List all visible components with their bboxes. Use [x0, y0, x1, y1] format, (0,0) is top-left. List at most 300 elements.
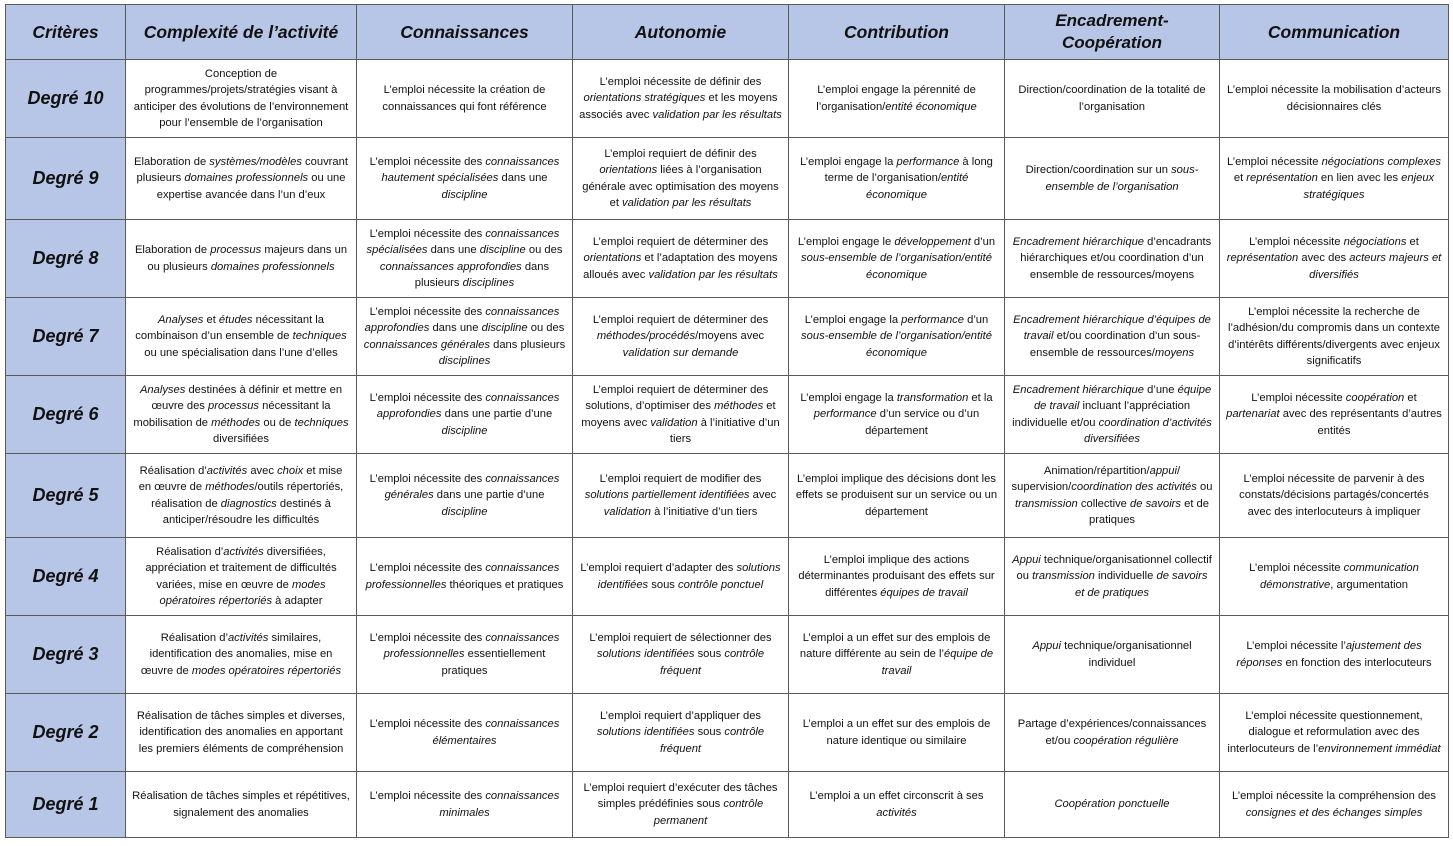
cell-text: activités [227, 631, 269, 644]
cell-text: Réalisation d’ [160, 631, 228, 644]
cell-complexite [126, 60, 357, 138]
cell-connaissances [357, 138, 573, 220]
cell-text: à adapter [272, 594, 323, 607]
cell-text: , argumentation [1330, 578, 1409, 591]
cell-text: L’emploi nécessite des [369, 227, 486, 240]
cell-text: destinées à définir et mettre en œuvre des [151, 383, 343, 413]
cell-text: L’emploi engage la pérennité de l’organisation/ [816, 84, 976, 113]
cell-autonomie [573, 454, 789, 538]
cell-autonomie [573, 298, 789, 376]
cell-text: connaissances générales [384, 472, 560, 502]
cell-text: L’emploi nécessite des [369, 391, 486, 404]
cell-text: d’un [970, 235, 996, 248]
cell-contribution [789, 694, 1005, 772]
cell-text: choix [277, 464, 304, 477]
table-row [6, 298, 1449, 376]
cell-text: L’emploi a un effet sur des emplois de nature différente au sein de l’ [799, 631, 991, 661]
cell-text: L’emploi nécessite [1249, 562, 1344, 575]
cell-text: en fonction des interlocuteurs [1282, 656, 1432, 669]
cell-autonomie [573, 376, 789, 454]
cell-text: entité économique [866, 172, 969, 201]
cell-text: et [1404, 391, 1417, 404]
cell-text: et/ou coordination d’un sous-ensemble de ressources/ [1029, 330, 1201, 359]
cell-connaissances [357, 772, 573, 838]
cell-text: environnement immédiat [1318, 742, 1441, 755]
cell-text: L’emploi nécessite des [369, 790, 486, 803]
cell-text: discipline [479, 244, 526, 257]
cell-text: de savoirs [1130, 497, 1182, 510]
cell-text: contrôle ponctuel [678, 578, 764, 591]
cell-text: avec [749, 489, 777, 502]
cell-text: et l’adaptation des moyens alloués avec [583, 252, 778, 281]
cell-text: couvrant plusieurs [136, 155, 348, 185]
cell-text: Encadrement hiérarchique d’équipes de travail [1013, 313, 1211, 343]
cell-contribution [789, 298, 1005, 376]
cell-communication [1220, 538, 1449, 616]
cell-connaissances [357, 616, 573, 694]
cell-text: Animation/répartition/ [1043, 464, 1150, 477]
cell-connaissances [357, 220, 573, 298]
table-row [6, 538, 1449, 616]
cell-text: méthodes [211, 416, 261, 429]
degree-label: Degré 6 [6, 376, 126, 454]
cell-text: négociations [1343, 235, 1407, 248]
table-row [6, 220, 1449, 298]
cell-communication [1220, 220, 1449, 298]
cell-text: en lien avec les [1317, 172, 1402, 185]
cell-text: L’emploi nécessite questionnement, dialogue et reformulation avec des interlocuteurs de l’ [1227, 709, 1423, 755]
cell-text: diversifiées [213, 432, 269, 445]
cell-text: sous-ensemble de l’organisation/entité économique [801, 252, 992, 281]
cell-text: majeurs dans un ou plusieurs [147, 244, 348, 273]
cell-text: discipline [441, 505, 488, 518]
cell-text: de savoirs et de pratiques [1074, 570, 1208, 599]
cell-text: L’emploi nécessite de parvenir à des constats/décisions partagés/concertés avec des interlocuteurs à impliquer [1239, 472, 1429, 518]
cell-text: L’emploi nécessite la compréhension des [1232, 790, 1436, 803]
cell-text: à l’initiative d’un tiers [650, 505, 758, 518]
cell-text: coopération régulière [1073, 734, 1179, 747]
header-contribution: Contribution [789, 5, 1005, 60]
cell-text: techniques [292, 330, 347, 343]
cell-text: partenariat [1226, 408, 1280, 421]
degree-label: Degré 5 [6, 454, 126, 538]
cell-text: L’emploi requiert d’appliquer des [599, 709, 762, 722]
cell-text: nécessitant la mobilisation de [133, 400, 331, 429]
cell-text: connaissances professionnelles [383, 631, 560, 661]
cell-text: L’emploi requiert de déterminer des solutions, d’optimiser des [585, 383, 769, 413]
cell-text: avec des représentants d’autres entités [1279, 408, 1442, 437]
cell-text: sous [694, 648, 725, 661]
cell-text: à l’initiative d’un tiers [669, 416, 780, 445]
header-criteres: Critères [6, 5, 126, 60]
cell-text: diversifiées, appréciation et traitement de difficultés variées, mise en œuvre de [145, 545, 337, 591]
cell-text: discipline [441, 188, 488, 201]
cell-text: individuelle [1094, 570, 1157, 583]
cell-text: L’emploi nécessite des [369, 305, 486, 318]
cell-text: activités [876, 806, 917, 819]
cell-autonomie [573, 138, 789, 220]
cell-text: L’emploi a un effet sur des emplois de nature identique ou similaire [802, 718, 991, 747]
cell-complexite [126, 376, 357, 454]
cell-text: destinés à anticiper/résoudre les difficultés [162, 497, 331, 526]
cell-text: liées à l’organisation générale avec optimisation des moyens et [582, 164, 779, 209]
cell-encadrement [1005, 60, 1220, 138]
cell-text: sous-ensemble de l’organisation/entité économique [801, 330, 992, 359]
cell-text: dans plusieurs [490, 338, 566, 351]
cell-autonomie [573, 772, 789, 838]
cell-text: dans une partie d’une [433, 489, 545, 502]
cell-text: L’emploi requiert de modifier des [599, 472, 762, 485]
cell-text: L’emploi requiert de déterminer des [592, 313, 769, 326]
cell-text: ajustement des réponses [1236, 640, 1422, 669]
cell-text: d’un service ou d’un département [865, 408, 980, 437]
cell-text: L’emploi engage la [800, 391, 897, 404]
cell-text: méthodes [205, 481, 255, 494]
degree-label: Degré 1 [6, 772, 126, 838]
cell-text: transmission [1014, 497, 1078, 510]
cell-communication [1220, 616, 1449, 694]
cell-text: contrôle fréquent [659, 648, 765, 677]
cell-text: technique/organisationnel collectif ou [1016, 553, 1212, 583]
cell-text: connaissances hautement spécialisées [381, 155, 560, 185]
cell-text: coopération [1345, 391, 1405, 404]
cell-text: incluant l’appréciation individuelle et/ou [1012, 400, 1191, 429]
cell-text: orientations stratégiques [583, 92, 706, 105]
cell-text: Partage d’expériences/connaissances et/ou [1017, 718, 1207, 747]
cell-communication [1220, 376, 1449, 454]
cell-text: entité économique [885, 100, 977, 113]
cell-text: ou une expertise avancée dans l’un d’eux [156, 172, 346, 201]
table-row [6, 772, 1449, 838]
cell-text: discipline [441, 424, 488, 437]
cell-complexite [126, 298, 357, 376]
cell-text: techniques [294, 416, 349, 429]
degree-label: Degré 3 [6, 616, 126, 694]
cell-text: L’emploi nécessite des [369, 631, 486, 644]
cell-text: validation par les résultats [622, 196, 752, 209]
cell-contribution [789, 616, 1005, 694]
cell-text: Réalisation de tâches simples et répétitives, signalement des anomalies [132, 790, 350, 819]
cell-text: L’emploi a un effet circonscrit à ses [809, 790, 984, 803]
cell-text: connaissances élémentaires [432, 718, 560, 747]
cell-text: et [203, 313, 219, 326]
cell-contribution [789, 538, 1005, 616]
cell-text: et [1233, 172, 1247, 185]
cell-text: dans une [427, 244, 480, 257]
header-row [6, 5, 1449, 60]
cell-text: processus [210, 244, 262, 257]
cell-text: /outils répertoriés, réalisation de [151, 481, 344, 510]
cell-text: activités [206, 464, 248, 477]
cell-text: connaissances spécialisées [366, 227, 560, 257]
cell-text: collective [1077, 497, 1131, 510]
cell-contribution [789, 772, 1005, 838]
cell-text: domaines professionnels [210, 260, 335, 273]
cell-text: /moyens avec [695, 330, 765, 343]
cell-complexite [126, 772, 357, 838]
cell-text: ou des [525, 244, 563, 257]
cell-connaissances [357, 376, 573, 454]
cell-text: L’emploi nécessite des [369, 472, 486, 485]
cell-text: connaissances approfondies [379, 260, 522, 273]
cell-text: L’emploi engage la [804, 313, 902, 326]
cell-text: performance [901, 313, 964, 326]
cell-text: dans une [498, 172, 548, 185]
cell-text: orientations [583, 252, 642, 265]
cell-text: Encadrement hiérarchique [1012, 383, 1144, 396]
cell-text: essentiellement pratiques [441, 648, 546, 677]
cell-contribution [789, 220, 1005, 298]
cell-connaissances [357, 60, 573, 138]
cell-encadrement [1005, 772, 1220, 838]
cell-text: L’emploi nécessite la recherche de l’adhésion/du compromis dans un contexte d’intérêts différents/divergents avec enjeux significatifs [1227, 305, 1441, 367]
cell-text: validation sur demande [622, 346, 739, 359]
cell-connaissances [357, 538, 573, 616]
cell-text: connaissances approfondies [364, 305, 560, 335]
header-complexite: Complexité de l’activité [126, 5, 357, 60]
cell-text: L’emploi requiert de définir des [604, 147, 757, 160]
cell-contribution [789, 60, 1005, 138]
cell-encadrement [1005, 616, 1220, 694]
cell-text: connaissances professionnelles [365, 562, 560, 591]
cell-text: discipline [481, 322, 528, 335]
cell-text: solutions partiellement identifiées [584, 489, 750, 502]
cell-text: dans une partie d’une [441, 408, 553, 421]
cell-text: développement [894, 235, 971, 248]
cell-text: L’emploi requiert de déterminer des [592, 235, 769, 248]
cell-text: équipe de travail [1033, 383, 1212, 413]
degree-label: Degré 10 [6, 60, 126, 138]
table-row [6, 616, 1449, 694]
cell-text: méthodes [714, 400, 764, 413]
classification-grid [5, 4, 1449, 838]
cell-text: Direction/coordination de la totalité de l’organisation [1018, 84, 1206, 113]
cell-text: modes opératoires répertoriés [191, 664, 342, 677]
cell-text: solutions identifiées [597, 562, 781, 591]
cell-text: L’emploi nécessite l’ [1246, 640, 1346, 653]
cell-text: Réalisation d’ [156, 545, 224, 558]
cell-text: L’emploi nécessite [1249, 235, 1344, 248]
cell-text: orientations [599, 164, 658, 177]
table-row [6, 454, 1449, 538]
cell-text: disciplines [438, 354, 491, 367]
cell-text: Elaboration de [134, 244, 211, 257]
cell-text: L’emploi engage la [800, 155, 897, 168]
cell-text: Appui [1032, 640, 1061, 653]
cell-text: sous [694, 726, 725, 739]
cell-communication [1220, 772, 1449, 838]
cell-text: représentation [1246, 172, 1318, 185]
cell-text: disciplines [462, 276, 515, 289]
cell-text: d’encadrants hiérarchiques et/ou coordination d’un ensemble de ressources/moyens [1020, 235, 1212, 281]
cell-encadrement [1005, 138, 1220, 220]
cell-communication [1220, 60, 1449, 138]
cell-text: dans une [429, 322, 482, 335]
degree-label: Degré 8 [6, 220, 126, 298]
cell-complexite [126, 220, 357, 298]
cell-text: Appui [1012, 553, 1041, 566]
cell-communication [1220, 138, 1449, 220]
cell-text: performance [813, 408, 877, 421]
cell-text: technique/organisationnel individuel [1061, 640, 1192, 669]
header-encadrement: Encadrement-Coopération [1005, 5, 1220, 60]
cell-text: connaissances générales [363, 338, 490, 351]
cell-text: L’emploi implique des décisions dont les effets se produisent sur un service ou un département [795, 472, 998, 518]
cell-text: consignes et des échanges simples [1245, 806, 1423, 819]
cell-text: L’emploi implique des actions déterminantes produisant des effets sur différentes [798, 553, 995, 599]
cell-text: L’emploi nécessite des [369, 718, 486, 731]
cell-text: diagnostics [220, 497, 277, 510]
header-connaissances: Connaissances [357, 5, 573, 60]
cell-text: Encadrement hiérarchique [1012, 235, 1145, 248]
cell-text: L’emploi nécessite [1227, 155, 1322, 168]
degree-label: Degré 2 [6, 694, 126, 772]
cell-text: Elaboration de [134, 155, 210, 168]
cell-text: négociations complexes [1321, 155, 1441, 168]
header-autonomie: Autonomie [573, 5, 789, 60]
cell-text: avec des [1298, 252, 1350, 265]
degree-label: Degré 9 [6, 138, 126, 220]
cell-text: sous-ensemble de l’organisation [1045, 164, 1199, 193]
cell-text: communication démonstrative [1259, 562, 1419, 591]
cell-contribution [789, 376, 1005, 454]
cell-complexite [126, 694, 357, 772]
cell-text: modes opératoires répertoriés [159, 578, 326, 607]
degree-label: Degré 7 [6, 298, 126, 376]
cell-communication [1220, 454, 1449, 538]
cell-autonomie [573, 694, 789, 772]
table-row [6, 60, 1449, 138]
cell-text: / supervision/ [1011, 464, 1181, 494]
cell-text: à long terme de l’organisation/ [824, 155, 993, 185]
cell-contribution [789, 138, 1005, 220]
cell-text: Analyses [157, 313, 204, 326]
cell-text: activités [223, 545, 264, 558]
cell-autonomie [573, 616, 789, 694]
cell-text: L’emploi nécessite des [369, 155, 486, 168]
cell-text: avec [247, 464, 278, 477]
cell-encadrement [1005, 538, 1220, 616]
cell-text: équipe de travail [881, 648, 994, 677]
cell-text: moyens [1154, 346, 1195, 359]
cell-text: transmission [1032, 570, 1095, 583]
cell-text: représentation [1226, 252, 1299, 265]
cell-text: ou des [527, 322, 565, 335]
cell-autonomie [573, 220, 789, 298]
cell-encadrement [1005, 220, 1220, 298]
cell-autonomie [573, 60, 789, 138]
cell-encadrement [1005, 376, 1220, 454]
cell-text: et de pratiques [1088, 497, 1210, 526]
cell-text: domaines professionnels [184, 172, 309, 185]
cell-text: études [218, 313, 253, 326]
cell-text: L’emploi requiert d’exécuter des tâches simples prédéfinies sous [583, 781, 778, 811]
cell-text: L’emploi nécessite de définir des [599, 75, 762, 88]
cell-text: coordination des activités [1071, 481, 1197, 494]
cell-text: ou [1196, 481, 1213, 494]
cell-connaissances [357, 298, 573, 376]
cell-complexite [126, 454, 357, 538]
cell-text: dans plusieurs [414, 260, 550, 289]
cell-text: processus [208, 400, 260, 413]
cell-encadrement [1005, 454, 1220, 538]
cell-communication [1220, 298, 1449, 376]
cell-complexite [126, 138, 357, 220]
cell-encadrement [1005, 298, 1220, 376]
cell-text: acteurs majeurs et diversifiés [1309, 252, 1442, 281]
cell-text: L’emploi requiert d’adapter des [580, 562, 737, 575]
cell-encadrement [1005, 694, 1220, 772]
header-communication: Communication [1220, 5, 1449, 60]
cell-text: Analyses [139, 383, 186, 396]
cell-text: coordination d’activités diversifiées [1084, 416, 1212, 445]
cell-text: Réalisation d’ [139, 464, 207, 477]
cell-text: L’emploi nécessite la mobilisation d’acteurs décisionnaires clés [1227, 84, 1441, 113]
cell-text: connaissances minimales [439, 790, 560, 819]
cell-text: contrôle fréquent [659, 726, 765, 755]
cell-text: contrôle permanent [653, 798, 764, 827]
cell-text: et moyens avec [581, 400, 776, 429]
cell-text: Direction/coordination sur un [1025, 164, 1172, 177]
cell-text: nécessitant la combinaison d’un ensemble de [135, 313, 325, 343]
cell-text: d’un [963, 313, 989, 326]
cell-text: validation par les résultats [648, 268, 778, 281]
cell-text: Conception de programmes/projets/stratégies visant à anticiper des évolutions de l’environnement pour l’ensemble de l’organisation [133, 67, 349, 129]
cell-text: enjeux stratégiques [1303, 172, 1435, 201]
cell-text: L’emploi nécessite [1251, 391, 1346, 404]
cell-text: connaissances approfondies [376, 391, 560, 421]
cell-text: validation par les résultats [652, 108, 782, 121]
table-row [6, 694, 1449, 772]
cell-text: d’une [1144, 383, 1178, 396]
cell-complexite [126, 616, 357, 694]
cell-text: L’emploi engage le [797, 235, 895, 248]
cell-text: sous [648, 578, 679, 591]
grid-body [6, 60, 1449, 838]
table-row [6, 376, 1449, 454]
cell-text: solutions identifiées [596, 648, 695, 661]
cell-text: performance [896, 155, 960, 168]
cell-text: Coopération ponctuelle [1054, 798, 1170, 811]
cell-text: ou de [260, 416, 295, 429]
degree-label: Degré 4 [6, 538, 126, 616]
cell-text: validation [650, 416, 698, 429]
cell-text: méthodes/procédés [596, 330, 696, 343]
cell-text: et la [968, 391, 993, 404]
cell-connaissances [357, 694, 573, 772]
cell-text: et les moyens associés avec [579, 92, 778, 121]
cell-connaissances [357, 454, 573, 538]
cell-text: validation [603, 505, 651, 518]
cell-text: Réalisation de tâches simples et diverses, identification des anomalies en apportant les premiers éléments de compréhension [136, 709, 346, 755]
cell-text: similaires, identification des anomalies, mise en œuvre de [140, 631, 333, 677]
cell-text: L’emploi nécessite la création de connaissances qui font référence [382, 84, 547, 113]
cell-text: et mise en œuvre de [138, 464, 343, 494]
cell-autonomie [573, 538, 789, 616]
cell-text: L’emploi nécessite des [369, 562, 486, 575]
table-row [6, 138, 1449, 220]
cell-communication [1220, 694, 1449, 772]
cell-text: et [1406, 235, 1419, 248]
cell-text: solutions identifiées [596, 726, 695, 739]
cell-text: théoriques et pratiques [446, 578, 564, 591]
cell-text: appui [1149, 464, 1177, 477]
cell-text: ou une spécialisation dans l’une d’elles [144, 346, 338, 359]
cell-text: équipes de travail [880, 586, 968, 599]
cell-complexite [126, 538, 357, 616]
cell-text: L’emploi requiert de sélectionner des [589, 631, 772, 644]
cell-contribution [789, 454, 1005, 538]
